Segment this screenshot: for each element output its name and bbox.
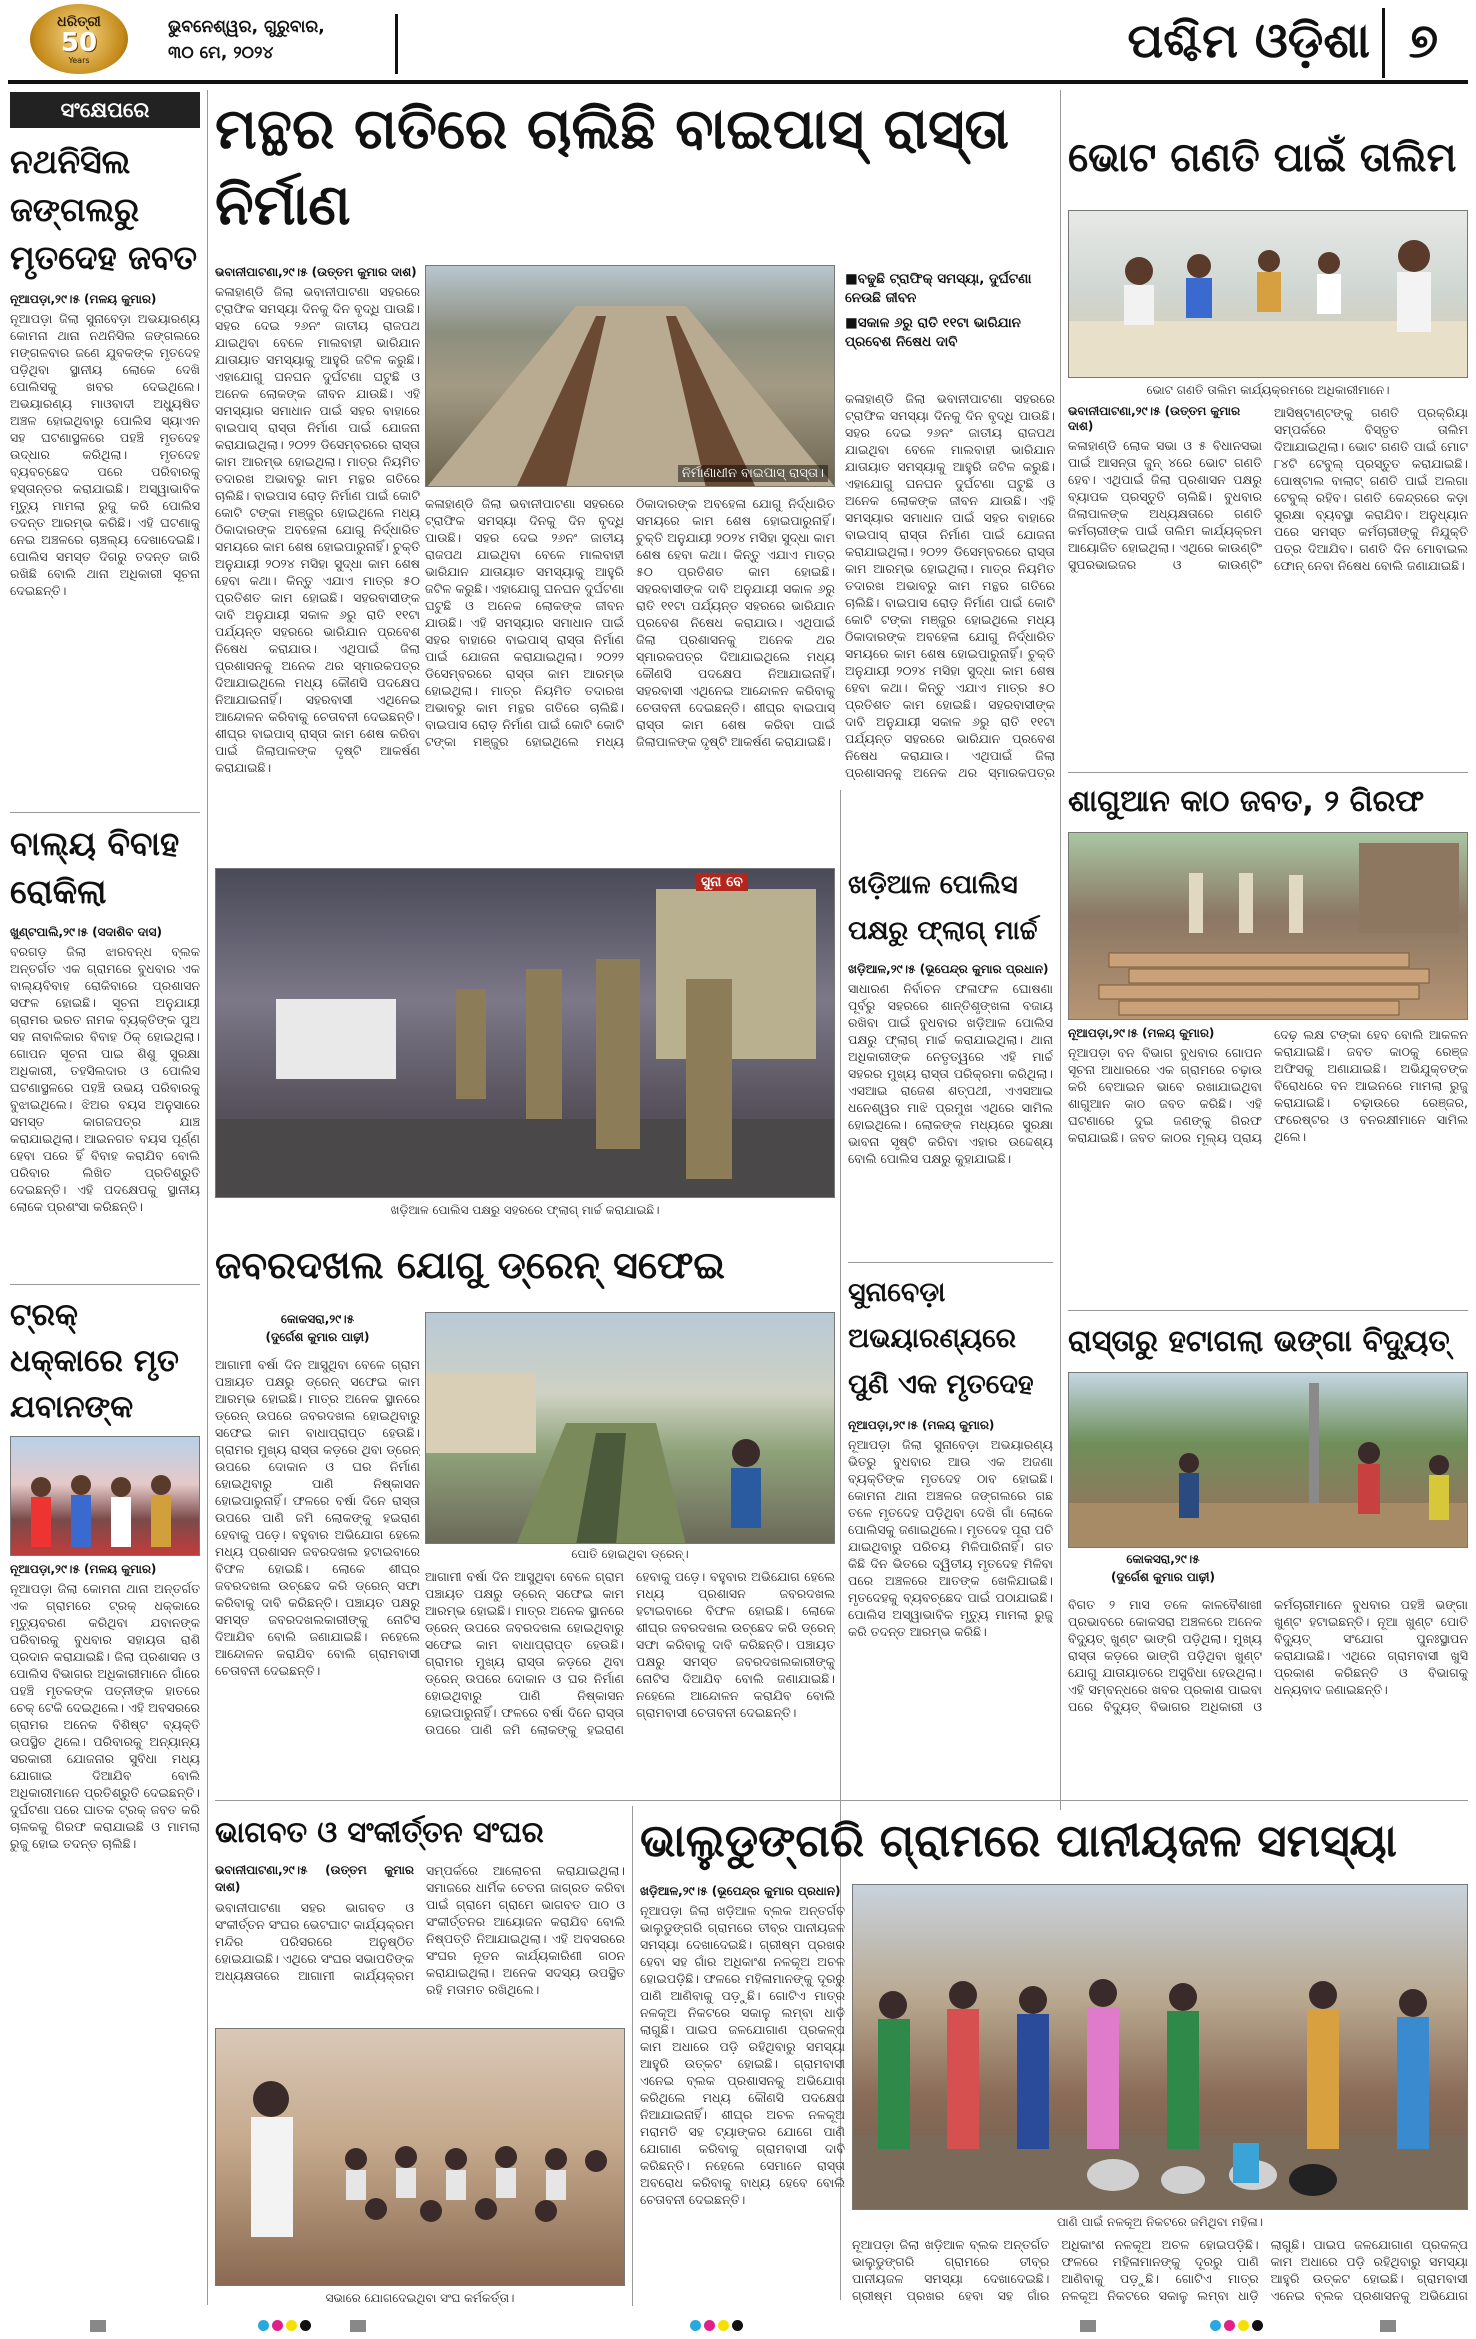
- pole-illustration: [1069, 1373, 1468, 1548]
- training-illustration: [1069, 211, 1468, 378]
- teak-body-text: ନୂଆପଡ଼ା ବନ ବିଭାଗ ବୁଧବାର ଗୋପନ ସୂଚନା ଆଧାରରେ ଏକ ଗ୍ରାମରେ ଚଢ଼ାଉ କରି ବେଆଇନ ଭାବେ ରଖାଯାଇଥିବା ଶାଗୁଆନ କାଠ ଜବତ କରିଛି। ଏହି ଘଟଣାରେ ଦୁଇ ଜଣଙ୍କୁ ଗିରଫ କରାଯାଇଛି। ଜବତ କାଠର ମୂଲ୍ୟ ପ୍ରାୟ ଦେଢ଼ ଲକ୍ଷ ଟଙ୍କା ହେବ ବୋଲି ଆକଳନ କରାଯାଇଛି। ଜବତ କାଠକୁ ରେଞ୍ଜ ଅଫିସକୁ ଅଣାଯାଇଛି। ଅଭିଯୁକ୍ତଙ୍କ ବିରୋଧରେ ବନ ଆଇନରେ ମାମଲା ରୁଜୁ କରାଯାଇଛି। ଚଢ଼ାଉରେ ରେଞ୍ଜର, ଫରେଷ୍ଟର ଓ ବନରକ୍ଷୀମାନେ ସାମିଲ ଥିଲେ।: [1068, 1027, 1468, 1145]
- section-title: ପଶ୍ଚିମ ଓଡ଼ିଶା: [1127, 13, 1370, 69]
- teak-photo: [1068, 832, 1468, 1020]
- vote-caption: ଭୋଟ ଗଣତି ତାଲିମ କାର୍ଯ୍ୟକ୍ରମରେ ଅଧିକାରୀମାନେ।: [1146, 383, 1390, 397]
- print-mark: [350, 2320, 366, 2332]
- logo-number: 50: [60, 27, 98, 58]
- magenta-dot: [272, 2320, 283, 2331]
- police-dateline: ଖଡ଼ିଆଳ,୨୯।୫ (ଭୂପେନ୍ଦ୍ର କୁମାର ପ୍ରଧାନ): [848, 962, 1049, 976]
- brief-1-headline: ନଥନିସିଲ ଜଙ୍ଗଲରୁ ମୃତଦେହ ଜବତ: [10, 142, 198, 277]
- police-body-text: ସାଧାରଣ ନିର୍ବାଚନ ଫଳାଫଳ ଘୋଷଣା ପୂର୍ବରୁ ସହରରେ ଶାନ୍ତିଶୃଙ୍ଖଳା ବଜାୟ ରଖିବା ପାଇଁ ବୁଧବାର ଖଡ଼ିଆଳ ପୋଲିସ ପକ୍ଷରୁ ଫ୍ଲାଗ୍ ମାର୍ଚ୍ଚ କରାଯାଇଥିଲା। ଥାନା ଅଧିକାରୀଙ୍କ ନେତୃତ୍ୱରେ ଏହି ମାର୍ଚ୍ଚ ସହରର ମୁଖ୍ୟ ରାସ୍ତା ପରିକ୍ରମା କରିଥିଲା। ଏସଆଇ ରାଜେଶ ଶତ୍ପଥୀ, ଏଏସଆଇ ଧନେଶ୍ୱର ମାଝି ପ୍ରମୁଖ ଏଥିରେ ସାମିଲ ହୋଇଥିଲେ। ଲୋକଙ୍କ ମଧ୍ୟରେ ସୁରକ୍ଷା ଭାବନା ସୃଷ୍ଟି କରିବା ଏହାର ଉଦ୍ଦେଶ୍ୟ ବୋଲି ପୋଲିସ ପକ୍ଷରୁ କୁହାଯାଇଛି।: [848, 981, 1053, 1166]
- yellow-dot: [286, 2320, 297, 2331]
- column-rule: [1060, 90, 1061, 1330]
- brief-2-headline: ବାଲ୍ୟ ବିବାହ ରୋକିଲା: [10, 824, 180, 911]
- logo-name: ଧରିତ୍ରୀ: [57, 13, 101, 30]
- bypass-body-cont-2: କଳାହାଣ୍ଡି ଜିଲା ଭବାନୀପାଟଣା ସହରରେ ଟ୍ରାଫିକ ସମସ୍ୟା ଦିନକୁ ଦିନ ବୃଦ୍ଧି ପାଉଛି। ସହର ଦେଇ ୨୬ନଂ ଜାତୀୟ ରାଜପଥ ଯାଇଥିବା ବେଳେ ମାଲବାହୀ ଭାରିଯାନ ଯାତାୟାତ ସମସ୍ୟାକୁ ଆହୁରି ଜଟିଳ କରୁଛି। ଏହାଯୋଗୁ ଘନଘନ ଦୁର୍ଘଟଣା ଘଟୁଛି ଓ ଅନେକ ଲୋକଙ୍କ ଜୀବନ ଯାଉଛି। ଏହି ସମସ୍ୟାର ସମାଧାନ ପାଇଁ ସହର ବାହାରେ ବାଇପାସ୍ ରାସ୍ତା ନିର୍ମାଣ ପାଇଁ ଯୋଜନା କରାଯାଇଥିଲା। ୨୦୨୨ ଡିସେମ୍ବରରେ ରାସ୍ତା କାମ ଆରମ୍ଭ ହୋଇଥିଲା। ମାତ୍ର ନିୟମିତ ତଦାରଖ ଅଭାବରୁ କାମ ମନ୍ଥର ଗତିରେ ଚାଲିଛି। ବାଇପାସ ରୋଡ଼ ନିର୍ମାଣ ପାଇଁ କୋଟି କୋଟି ଟଙ୍କା ମଞ୍ଜୁର ହୋଇଥିଲେ ମଧ୍ୟ ଠିକାଦାରଙ୍କ ଅବହେଳା ଯୋଗୁ ନିର୍ଦ୍ଧାରିତ ସମୟରେ କାମ ଶେଷ ହୋଇପାରୁନାହିଁ। ଚୁକ୍ତି ଅନୁଯାୟୀ ୨୦୨୪ ମସିହା ସୁଦ୍ଧା କାମ ଶେଷ ହେବା କଥା। କିନ୍ତୁ ଏଯାଏ ମାତ୍ର ୫୦ ପ୍ରତିଶତ କାମ ହୋଇଛି। ସହରବାସୀଙ୍କ ଦାବି ଅନୁଯାୟୀ ସକାଳ ୬ରୁ ରାତି ୧୧ଟା ପର୍ଯ୍ୟନ୍ତ ସହରରେ ଭାରିଯାନ ପ୍ରବେଶ ନିଷେଧ କରାଯାଉ। ଏଥିପାଇଁ ଜିଲା ପ୍ରଶାସନକୁ ଅନେକ ଥର ସ୍ମାରକପତ୍ର: [845, 391, 1055, 780]
- divider: [1068, 772, 1468, 773]
- black-dot: [300, 2320, 311, 2331]
- water-body-cont: ନୂଆପଡ଼ା ଜିଲା ଖଡ଼ିଆଳ ବ୍ଲକ ଅନ୍ତର୍ଗତ ଭାଲୁଡୁଙ୍ଗରି ଗ୍ରାମରେ ତୀବ୍ର ପାନୀୟଜଳ ସମସ୍ୟା ଦେଖାଦେଇଛି। ଗ୍ରୀଷ୍ମ ପ୍ରଖର ହେବା ସହ ଗାଁର ଅଧିକାଂଶ ନଳକୂଅ ଅଚଳ ହୋଇପଡ଼ିଛି। ଫଳରେ ମହିଳାମାନଙ୍କୁ ଦୂରରୁ ପାଣି ଆଣିବାକୁ ପଡ଼ୁଛି। ଗୋଟିଏ ମାତ୍ର ନଳକୂଅ ନିକଟରେ ସକାଳୁ ଲମ୍ବା ଧାଡ଼ି ଲାଗୁଛି। ପାଇପ ଜଳଯୋଗାଣ ପ୍ରକଳ୍ପ କାମ ଅଧାରେ ପଡ଼ି ରହିଥିବାରୁ ସମସ୍ୟା ଆହୁରି ଉତ୍କଟ ହୋଇଛି। ଗ୍ରାମବାସୀ ଏନେଇ ବ୍ଲକ ପ୍ରଶାସନକୁ ଅଭିଯୋଗ: [852, 2237, 1468, 2303]
- bhagabata-photo: [215, 2028, 625, 2286]
- logo-years: Years: [68, 55, 90, 65]
- brief-3: [10, 1562, 200, 2312]
- train-headline: ଜବରଦଖଲ ଯୋଗୁ ଡ୍ରେନ୍ ସଫେଇ: [215, 1243, 725, 1287]
- teak-body: [1068, 1026, 1468, 1306]
- brief-2-body: ବରଗଡ଼ ଜିଲା ଝାରବନ୍ଧ ବ୍ଲକ ଅନ୍ତର୍ଗତ ଏକ ଗ୍ରାମରେ ବୁଧବାର ଏକ ବାଲ୍ୟବିବାହ ରୋକିବାରେ ପ୍ରଶାସନ ସଫଳ ହୋଇଛି। ସୂଚନା ଅନୁଯାୟୀ ଗ୍ରାମର ଭରତ ନାମକ ବ୍ୟକ୍ତିଙ୍କ ପୁଅ ସହ ନାବାଳିକାର ବିବାହ ଠିକ୍ ହୋଇଥିଲା। ଗୋପନ ସୂଚନା ପାଇ ଶିଶୁ ସୁରକ୍ଷା ଅଧିକାରୀ, ତହସିଲଦାର ଓ ପୋଲିସ ଘଟଣାସ୍ଥଳରେ ପହଞ୍ଚି ଉଭୟ ପରିବାରକୁ ବୁଝାଇଥିଲେ। ଝିଅର ବୟସ ଅନୁସାରେ ସମସ୍ତ କାଗଜପତ୍ର ଯାଞ୍ଚ କରାଯାଇଥିଲା। ଆଇନଗତ ବୟସ ପୂର୍ଣ୍ଣ ହେବା ପରେ ହିଁ ବିବାହ କରାଯିବ ବୋଲି ପରିବାର ଲିଖିତ ପ୍ରତିଶ୍ରୁତି ଦେଇଛନ୍ତି। ଏହି ପଦକ୍ଷେପକୁ ସ୍ଥାନୀୟ ଲୋକେ ପ୍ରଶଂସା କରିଛନ୍ତି।: [10, 944, 200, 1214]
- briefs-label: ସଂକ୍ଷେପରେ: [10, 92, 200, 128]
- black-dot: [732, 2320, 743, 2331]
- police-caption: ଖଡ଼ିଆଳ ପୋଲିସ ପକ୍ଷରୁ ସହରରେ ଫ୍ଲାଗ୍ ମାର୍ଚ୍ଚ କରାଯାଇଛି।: [390, 1203, 660, 1217]
- people-illustration: [11, 1437, 200, 1556]
- issue-date: [168, 14, 398, 74]
- newspaper-logo: [30, 4, 128, 74]
- flag-march-illustration: [216, 869, 835, 1198]
- date-line-1: ଭୁବନେଶ୍ୱର, ଗୁରୁବାର,: [168, 17, 325, 37]
- train-photo: [425, 1312, 835, 1544]
- shop-sign: ସୁନା ବେ: [696, 873, 748, 891]
- pole-byline: (ଦୁର୍ଗେଶ କୁମାର ପାଢ଼ୀ): [1110, 1570, 1216, 1584]
- brief-3-headline: ଟ୍ରକ୍ ଧକ୍କାରେ ମୃତ ଯବାନଙ୍କ: [10, 1297, 179, 1425]
- water-caption: ପାଣି ପାଇଁ ନଳକୂଅ ନିକଟରେ ଜମିଥିବା ମହିଳା।: [1056, 2215, 1264, 2229]
- water-dateline: ଖଡ଼ିଆଳ,୨୯।୫ (ଭୂପେନ୍ଦ୍ର କୁମାର ପ୍ରଧାନ): [640, 1884, 841, 1898]
- meeting-illustration: [216, 2029, 625, 2286]
- brief-1-dateline: ନୂଆପଡ଼ା,୨୯।୫ (ମଳୟ କୁମାର): [10, 292, 157, 306]
- bhagabata-body: [215, 1862, 625, 2022]
- water-headline: ଭାଲୁଡୁଙ୍ଗରି ଗ୍ରାମରେ ପାନୀୟଜଳ ସମସ୍ୟା: [640, 1814, 1397, 1867]
- cyan-dot: [690, 2320, 701, 2331]
- pole-body: ବିଗତ ୨ ମାସ ତଳେ କାଳବୈଶାଖୀ ପ୍ରଭାବରେ କୋକସରା ଅଞ୍ଚଳରେ ଅନେକ ବିଦ୍ୟୁତ୍ ଖୁଣ୍ଟ ଭାଙ୍ଗି ପଡ଼ିଥିଲା। ମୁଖ୍ୟ ରାସ୍ତା କଡ଼ରେ ଭାଙ୍ଗି ପଡ଼ିଥିବା ଖୁଣ୍ଟ ଯୋଗୁ ଯାତାୟାତରେ ଅସୁବିଧା ହେଉଥିଲା। ଏହି ସମ୍ବନ୍ଧରେ ଖବର ପ୍ରକାଶ ପାଇବା ପରେ ବିଦ୍ୟୁତ୍ ବିଭାଗର ଅଧିକାରୀ ଓ କର୍ମଚାରୀମାନେ ବୁଧବାର ପହଞ୍ଚି ଭଙ୍ଗା ଖୁଣ୍ଟ ହଟାଇଛନ୍ତି। ନୂଆ ଖୁଣ୍ଟ ପୋତି ବିଦ୍ୟୁତ୍ ସଂଯୋଗ ପୁନଃସ୍ଥାପନ କରାଯାଇଛି। ଏଥିରେ ଗ୍ରାମବାସୀ ଖୁସି ପ୍ରକାଶ କରିଛନ୍ତି ଓ ବିଭାଗକୁ ଧନ୍ୟବାଦ ଜଣାଇଛନ୍ତି।: [1068, 1597, 1468, 1714]
- brief-3-dateline: ନୂଆପଡ଼ା,୨୯।୫ (ମଳୟ କୁମାର): [10, 1562, 157, 1576]
- bhagabata-caption: ସଭାରେ ଯୋଗଦେଇଥିବା ସଂଘ କର୍ମକର୍ତ୍ତା।: [325, 2291, 515, 2305]
- water-body: [640, 1884, 845, 2306]
- police-photo: [215, 868, 835, 1198]
- brief-2: [10, 925, 200, 1280]
- vote-body: [1068, 404, 1468, 769]
- police-headline: ଖଡ଼ିଆଳ ପୋଲିସ ପକ୍ଷରୁ ଫ୍ଲାଗ୍ ମାର୍ଚ୍ଚ: [848, 870, 1038, 946]
- yellow-dot: [1238, 2320, 1249, 2331]
- brief-2-dateline: ଖୁଣ୍ଟପାଲି,୨୯।୫ (ସଦାଶିବ ଦାସ): [10, 925, 162, 939]
- bypass-body: କଳାହାଣ୍ଡି ଜିଲା ଭବାନୀପାଟଣା ସହରରେ ଟ୍ରାଫିକ ସମସ୍ୟା ଦିନକୁ ଦିନ ବୃଦ୍ଧି ପାଉଛି। ସହର ଦେଇ ୨୬ନଂ ଜାତୀୟ ରାଜପଥ ଯାଇଥିବା ବେଳେ ମାଲବାହୀ ଭାରିଯାନ ଯାତାୟାତ ସମସ୍ୟାକୁ ଆହୁରି ଜଟିଳ କରୁଛି। ଏହାଯୋଗୁ ଘନଘନ ଦୁର୍ଘଟଣା ଘଟୁଛି ଓ ଅନେକ ଲୋକଙ୍କ ଜୀବନ ଯାଉଛି। ଏହି ସମସ୍ୟାର ସମାଧାନ ପାଇଁ ସହର ବାହାରେ ବାଇପାସ୍ ରାସ୍ତା ନିର୍ମାଣ ପାଇଁ ଯୋଜନା କରାଯାଇଥିଲା। ୨୦୨୨ ଡିସେମ୍ବରରେ ରାସ୍ତା କାମ ଆରମ୍ଭ ହୋଇଥିଲା। ମାତ୍ର ନିୟମିତ ତଦାରଖ ଅଭାବରୁ କାମ ମନ୍ଥର ଗତିରେ ଚାଲିଛି। ବାଇପାସ ରୋଡ଼ ନିର୍ମାଣ ପାଇଁ କୋଟି କୋଟି ଟଙ୍କା ମଞ୍ଜୁର ହୋଇଥିଲେ ମଧ୍ୟ ଠିକାଦାରଙ୍କ ଅବହେଳା ଯୋଗୁ ନିର୍ଦ୍ଧାରିତ ସମୟରେ କାମ ଶେଷ ହୋଇପାରୁନାହିଁ। ଚୁକ୍ତି ଅନୁଯାୟୀ ୨୦୨୪ ମସିହା ସୁଦ୍ଧା କାମ ଶେଷ ହେବା କଥା। କିନ୍ତୁ ଏଯାଏ ମାତ୍ର ୫୦ ପ୍ରତିଶତ କାମ ହୋଇଛି। ସହରବାସୀଙ୍କ ଦାବି ଅନୁଯାୟୀ ସକାଳ ୬ରୁ ରାତି ୧୧ଟା ପର୍ଯ୍ୟନ୍ତ ସହରରେ ଭାରିଯାନ ପ୍ରବେଶ ନିଷେଧ କରାଯାଉ। ଏଥିପାଇଁ ଜିଲା ପ୍ରଶାସନକୁ ଅନେକ ଥର ସ୍ମାରକପତ୍ର ଦିଆଯାଇଥିଲେ ମଧ୍ୟ କୌଣସି ପଦକ୍ଷେପ ନିଆଯାଇନାହିଁ। ସହରବାସୀ ଏଥିନେଇ ଆନ୍ଦୋଳନ କରିବାକୁ ଚେତାବନୀ ଦେଇଛନ୍ତି। ଶୀଘ୍ର ବାଇପାସ୍ ରାସ୍ତା କାମ ଶେଷ କରିବା ପାଇଁ ଜିଲାପାଳଙ୍କ ଦୃଷ୍ଟି ଆକର୍ଷଣ କରାଯାଇଛି।: [215, 284, 420, 775]
- pole-headline: ରାସ୍ତାରୁ ହଟାଗଲା ଭଙ୍ଗା ବିଦ୍ୟୁତ୍: [1068, 1324, 1450, 1359]
- divider: [215, 1800, 1468, 1801]
- print-mark: [90, 2320, 106, 2332]
- bypass-highlights: [845, 270, 1055, 380]
- teak-dateline: ନୂଆପଡ଼ା,୨୯।୫ (ମଳୟ କୁମାର): [1068, 1026, 1215, 1040]
- sunabeda-body-text: ନୂଆପଡ଼ା ଜିଲା ସୁନାବେଡ଼ା ଅଭୟାରଣ୍ୟ ଭିତରୁ ବୁଧବାର ଆଉ ଏକ ଅଜଣା ବ୍ୟକ୍ତିଙ୍କ ମୃତଦେହ ଠାବ ହୋଇଛି। କୋମନା ଥାନା ଅଞ୍ଚଳର ଜଙ୍ଗଲରେ ଗଛ ତଳେ ମୃତଦେହ ପଡ଼ିଥିବା ଦେଖି ଗାଁ ଲୋକେ ପୋଲିସକୁ ଜଣାଇଥିଲେ। ମୃତଦେହ ପୂରା ପଚି ଯାଇଥିବାରୁ ପରିଚୟ ମିଳିପାରିନାହିଁ। ଗତ କିଛି ଦିନ ଭିତରେ ଦ୍ୱିତୀୟ ମୃତଦେହ ମିଳିବା ପରେ ଅଞ୍ଚଳରେ ଆତଙ୍କ ଖେଳିଯାଇଛି। ମୃତଦେହକୁ ବ୍ୟବଚ୍ଛେଦ ପାଇଁ ପଠାଯାଇଛି। ପୋଲିସ ଅସ୍ୱାଭାବିକ ମୃତ୍ୟୁ ମାମଲା ରୁଜୁ କରି ତଦନ୍ତ ଆରମ୍ଭ କରିଛି।: [848, 1437, 1053, 1639]
- brief-3-photo: [10, 1436, 200, 1556]
- bhagabata-headline: ଭାଗବତ ଓ ସଂକୀର୍ତ୍ତନ ସଂଘର: [215, 1815, 544, 1849]
- bhagabata-dateline: ଭବାନୀପାଟଣା,୨୯।୫ (ଉତ୍ତମ କୁମାର ଦାଶ): [215, 1863, 414, 1894]
- teak-headline: ଶାଗୁଆନ କାଠ ଜବତ, ୨ ଗିରଫ: [1068, 784, 1425, 819]
- brief-3-body: ନୂଆପଡ଼ା ଜିଲା କୋମନା ଥାନା ଅନ୍ତର୍ଗତ ଏକ ଗ୍ରାମରେ ଟ୍ରକ୍ ଧକ୍କାରେ ମୃତ୍ୟୁବରଣ କରିଥିବା ଯବାନଙ୍କ ପରିବାରକୁ ବୁଧବାର ସହାୟତା ରାଶି ପ୍ରଦାନ କରାଯାଇଛି। ଜିଲା ପ୍ରଶାସନ ଓ ପୋଲିସ ବିଭାଗର ଅଧିକାରୀମାନେ ଗାଁରେ ପହଞ୍ଚି ମୃତକଙ୍କ ପତ୍ନୀଙ୍କ ହାତରେ ଚେକ୍ ଟେକି ଦେଇଥିଲେ। ଏହି ଅବସରରେ ଗ୍ରାମର ଅନେକ ବିଶିଷ୍ଟ ବ୍ୟକ୍ତି ଉପସ୍ଥିତ ଥିଲେ। ପରିବାରକୁ ଅନ୍ୟାନ୍ୟ ସରକାରୀ ଯୋଜନାର ସୁବିଧା ମଧ୍ୟ ଯୋଗାଇ ଦିଆଯିବ ବୋଲି ଅଧିକାରୀମାନେ ପ୍ରତିଶ୍ରୁତି ଦେଇଛନ୍ତି। ଦୁର୍ଘଟଣା ପରେ ଘାତକ ଟ୍ରକ୍ ଜବତ କରି ଚାଳକକୁ ଗିରଫ କରାଯାଇଛି ଓ ମାମଲା ରୁଜୁ ହୋଇ ତଦନ୍ତ ଚାଲିଛି।: [10, 1581, 200, 1851]
- pole-photo: [1068, 1372, 1468, 1548]
- train-dateline: କୋକସରା,୨୯।୫: [280, 1312, 355, 1326]
- magenta-dot: [1224, 2320, 1235, 2331]
- masthead-rule: [8, 80, 1468, 84]
- logs-illustration: [1069, 833, 1468, 1020]
- road-illustration: [426, 266, 835, 487]
- brief-1: [10, 292, 200, 810]
- pole-dateline: କୋକସରା,୨୯।୫: [1126, 1552, 1200, 1566]
- pole-dateline-box: [1068, 1552, 1258, 1592]
- water-queue-illustration: [853, 1885, 1468, 2210]
- magenta-dot: [704, 2320, 715, 2331]
- bhagabata-body-text: ଭବାନୀପାଟଣା ସହର ଭାଗବତ ଓ ସଂକୀର୍ତ୍ତନ ସଂଘର ଭେଟଘାଟ କାର୍ଯ୍ୟକ୍ରମ ମନ୍ଦିର ପରିସରରେ ଅନୁଷ୍ଠିତ ହୋଇଯାଇଛି। ଏଥିରେ ସଂଘର ସଭାପତିଙ୍କ ଅଧ୍ୟକ୍ଷତାରେ ଆଗାମୀ କାର୍ଯ୍ୟକ୍ରମ ସମ୍ପର୍କରେ ଆଲୋଚନା କରାଯାଇଥିଲା। ସମାଜରେ ଧାର୍ମିକ ଚେତନା ଜାଗ୍ରତ କରିବା ପାଇଁ ଗ୍ରାମେ ଗ୍ରାମେ ଭାଗବତ ପାଠ ଓ ସଂକୀର୍ତ୍ତନର ଆୟୋଜନ କରାଯିବ ବୋଲି ନିଷ୍ପତ୍ତି ନିଆଯାଇଥିଲା। ଏହି ଅବସରରେ ସଂଘର ନୂତନ କାର୍ଯ୍ୟକାରିଣୀ ଗଠନ କରାଯାଇଥିଲା। ଅନେକ ସଦସ୍ୟ ଉପସ୍ଥିତ ରହି ମତାମତ ରଖିଥିଲେ।: [215, 1863, 625, 1997]
- column-rule: [207, 90, 208, 2305]
- bypass-headline: ମନ୍ଥର ଗତିରେ ଚାଲିଛି ବାଇପାସ୍ ରାସ୍ତା ନିର୍ମାଣ: [215, 97, 1010, 238]
- water-body-text: ନୂଆପଡ଼ା ଜିଲା ଖଡ଼ିଆଳ ବ୍ଲକ ଅନ୍ତର୍ଗତ ଭାଲୁଡୁଙ୍ଗରି ଗ୍ରାମରେ ତୀବ୍ର ପାନୀୟଜଳ ସମସ୍ୟା ଦେଖାଦେଇଛି। ଗ୍ରୀଷ୍ମ ପ୍ରଖର ହେବା ସହ ଗାଁର ଅଧିକାଂଶ ନଳକୂଅ ଅଚଳ ହୋଇପଡ଼ିଛି। ଫଳରେ ମହିଳାମାନଙ୍କୁ ଦୂରରୁ ପାଣି ଆଣିବାକୁ ପଡ଼ୁଛି। ଗୋଟିଏ ମାତ୍ର ନଳକୂଅ ନିକଟରେ ସକାଳୁ ଲମ୍ବା ଧାଡ଼ି ଲାଗୁଛି। ପାଇପ ଜଳଯୋଗାଣ ପ୍ରକଳ୍ପ କାମ ଅଧାରେ ପଡ଼ି ରହିଥିବାରୁ ସମସ୍ୟା ଆହୁରି ଉତ୍କଟ ହୋଇଛି। ଗ୍ରାମବାସୀ ଏନେଇ ବ୍ଲକ ପ୍ରଶାସନକୁ ଅଭିଯୋଗ କରିଥିଲେ ମଧ୍ୟ କୌଣସି ପଦକ୍ଷେପ ନିଆଯାଇନାହିଁ। ଶୀଘ୍ର ଅଚଳ ନଳକୂଅ ମରାମତି ସହ ଟ୍ୟାଙ୍କର ଯୋଗେ ପାଣି ଯୋଗାଣ କରିବାକୁ ଗ୍ରାମବାସୀ ଦାବି କରିଛନ୍ତି। ନହେଲେ ସେମାନେ ରାସ୍ତା ଅବରୋଧ କରିବାକୁ ବାଧ୍ୟ ହେବେ ବୋଲି ଚେତାବନୀ ଦେଇଛନ୍ତି।: [640, 1903, 845, 2207]
- divider: [10, 812, 200, 813]
- cyan-dot: [258, 2320, 269, 2331]
- train-byline: (ଦୁର୍ଗେଶ କୁମାର ପାଢ଼ୀ): [265, 1330, 370, 1344]
- print-mark: [1380, 2320, 1396, 2332]
- bypass-body-cont: କଳାହାଣ୍ଡି ଜିଲା ଭବାନୀପାଟଣା ସହରରେ ଟ୍ରାଫିକ ସମସ୍ୟା ଦିନକୁ ଦିନ ବୃଦ୍ଧି ପାଉଛି। ସହର ଦେଇ ୨୬ନଂ ଜାତୀୟ ରାଜପଥ ଯାଇଥିବା ବେଳେ ମାଲବାହୀ ଭାରିଯାନ ଯାତାୟାତ ସମସ୍ୟାକୁ ଆହୁରି ଜଟିଳ କରୁଛି। ଏହାଯୋଗୁ ଘନଘନ ଦୁର୍ଘଟଣା ଘଟୁଛି ଓ ଅନେକ ଲୋକଙ୍କ ଜୀବନ ଯାଉଛି। ଏହି ସମସ୍ୟାର ସମାଧାନ ପାଇଁ ସହର ବାହାରେ ବାଇପାସ୍ ରାସ୍ତା ନିର୍ମାଣ ପାଇଁ ଯୋଜନା କରାଯାଇଥିଲା। ୨୦୨୨ ଡିସେମ୍ବରରେ ରାସ୍ତା କାମ ଆରମ୍ଭ ହୋଇଥିଲା। ମାତ୍ର ନିୟମିତ ତଦାରଖ ଅଭାବରୁ କାମ ମନ୍ଥର ଗତିରେ ଚାଲିଛି। ବାଇପାସ ରୋଡ଼ ନିର୍ମାଣ ପାଇଁ କୋଟି କୋଟି ଟଙ୍କା ମଞ୍ଜୁର ହୋଇଥିଲେ ମଧ୍ୟ ଠିକାଦାରଙ୍କ ଅବହେଳା ଯୋଗୁ ନିର୍ଦ୍ଧାରିତ ସମୟରେ କାମ ଶେଷ ହୋଇପାରୁନାହିଁ। ଚୁକ୍ତି ଅନୁଯାୟୀ ୨୦୨୪ ମସିହା ସୁଦ୍ଧା କାମ ଶେଷ ହେବା କଥା। କିନ୍ତୁ ଏଯାଏ ମାତ୍ର ୫୦ ପ୍ରତିଶତ କାମ ହୋଇଛି। ସହରବାସୀଙ୍କ ଦାବି ଅନୁଯାୟୀ ସକାଳ ୬ରୁ ରାତି ୧୧ଟା ପର୍ଯ୍ୟନ୍ତ ସହରରେ ଭାରିଯାନ ପ୍ରବେଶ ନିଷେଧ କରାଯାଉ। ଏଥିପାଇଁ ଜିଲା ପ୍ରଶାସନକୁ ଅନେକ ଥର ସ୍ମାରକପତ୍ର ଦିଆଯାଇଥିଲେ ମଧ୍ୟ କୌଣସି ପଦକ୍ଷେପ ନିଆଯାଇନାହିଁ। ସହରବାସୀ ଏଥିନେଇ ଆନ୍ଦୋଳନ କରିବାକୁ ଚେତାବନୀ ଦେଇଛନ୍ତି। ଶୀଘ୍ର ବାଇପାସ୍ ରାସ୍ତା କାମ ଶେଷ କରିବା ପାଇଁ ଜିଲାପାଳଙ୍କ ଦୃଷ୍ଟି ଆକର୍ଷଣ କରାଯାଇଛି।: [425, 496, 835, 749]
- bypass-dateline: ଭବାନୀପାଟଣା,୨୯।୫ (ଉତ୍ତମ କୁମାର ଦାଶ): [215, 265, 417, 279]
- print-marks: [0, 2318, 1476, 2334]
- sunabeda-body: [848, 1418, 1053, 1793]
- police-body: [848, 962, 1053, 1250]
- vote-body-text: କଳାହାଣ୍ଡି ଲୋକ ସଭା ଓ ୫ ବିଧାନସଭା ପାଇଁ ଆସନ୍ତା ଜୁନ୍ ୪ରେ ଭୋଟ ଗଣତି ହେବ। ଏଥିପାଇଁ ଜିଲା ପ୍ରଶାସନ ପକ୍ଷରୁ ବ୍ୟାପକ ପ୍ରସ୍ତୁତି ଚାଲିଛି। ବୁଧବାର ଜିଲାପାଳଙ୍କ ଅଧ୍ୟକ୍ଷତାରେ ଗଣତି କର୍ମଚାରୀଙ୍କ ପାଇଁ ତାଲିମ କାର୍ଯ୍ୟକ୍ରମ ଆୟୋଜିତ ହୋଇଥିଲା। ଏଥିରେ କାଉଣ୍ଟିଂ ସୁପରଭାଇଜର ଓ କାଉଣ୍ଟିଂ ଆସିଷ୍ଟାଣ୍ଟଙ୍କୁ ଗଣତି ପ୍ରକ୍ରିୟା ସମ୍ପର୍କରେ ବିସ୍ତୃତ ତାଲିମ ଦିଆଯାଇଥିଲା। ଭୋଟ ଗଣତି ପାଇଁ ମୋଟ ୮୪ଟି ଟେବୁଲ୍ ପ୍ରସ୍ତୁତ କରାଯାଇଛି। ପୋଷ୍ଟାଲ ବାଲାଟ୍ ଗଣତି ପାଇଁ ଅଲଗା ଟେବୁଲ୍ ରହିବ। ଗଣତି କେନ୍ଦ୍ରରେ କଡ଼ା ସୁରକ୍ଷା ବ୍ୟବସ୍ଥା କରାଯିବ। ଅନୁଧ୍ୟାନ ପରେ ସମସ୍ତ କର୍ମଚାରୀଙ୍କୁ ନିଯୁକ୍ତି ପତ୍ର ଦିଆଯିବ। ଗଣତି ଦିନ ମୋବାଇଲ ଫୋନ୍ ନେବା ନିଷେଧ ବୋଲି ଜଣାଯାଇଛି।: [1068, 405, 1468, 573]
- vote-headline: ଭୋଟ ଗଣତି ପାଇଁ ତାଲିମ: [1068, 135, 1457, 181]
- print-mark: [1080, 2320, 1096, 2332]
- yellow-dot: [718, 2320, 729, 2331]
- vote-photo: [1068, 210, 1468, 378]
- date-line-2: ୩୦ ମେ, ୨୦୨୪: [168, 43, 274, 63]
- bypass-bullet-2: ■ ସକାଳ ୬ରୁ ରାତି ୧୧ଟା ଭାରିଯାନ ପ୍ରବେଶ ନିଷେଧ ଦାବି: [845, 314, 1055, 352]
- bypass-bullet-1: ■ ବଢୁଛି ଟ୍ରାଫିକ୍ ସମସ୍ୟା, ଦୁର୍ଘଟଣା ନେଉଛି ଜୀବନ: [845, 270, 1055, 308]
- train-caption: ପୋତି ହୋଇଥିବା ଡ୍ରେନ୍।: [571, 1547, 689, 1561]
- divider: [1068, 1310, 1468, 1311]
- column-rule: [1060, 1310, 1061, 1810]
- cyan-dot: [1210, 2320, 1221, 2331]
- page-number: ୭: [1382, 8, 1462, 78]
- vote-dateline: ଭବାନୀପାଟଣା,୨୯।୫ (ଉତ୍ତମ କୁମାର ଦାଶ): [1068, 404, 1241, 433]
- sunabeda-headline: ସୁନାବେଡ଼ା ଅଭୟାରଣ୍ୟରେ ପୁଣି ଏକ ମୃତଦେହ: [848, 1277, 1034, 1400]
- water-photo: [852, 1884, 1468, 2210]
- train-body: ଆଗାମୀ ବର୍ଷା ଦିନ ଆସୁଥିବା ବେଳେ ଗ୍ରାମ ପଞ୍ଚାୟତ ପକ୍ଷରୁ ଡ୍ରେନ୍ ସଫେଇ କାମ ଆରମ୍ଭ ହୋଇଛି। ମାତ୍ର ଅନେକ ସ୍ଥାନରେ ଡ୍ରେନ୍ ଉପରେ ଜବରଦଖଲ ହୋଇଥିବାରୁ ସଫେଇ କାମ ବାଧାପ୍ରାପ୍ତ ହେଉଛି। ଗ୍ରାମର ମୁଖ୍ୟ ରାସ୍ତା କଡ଼ରେ ଥିବା ଡ୍ରେନ୍ ଉପରେ ଦୋକାନ ଓ ଘର ନିର୍ମାଣ ହୋଇଥିବାରୁ ପାଣି ନିଷ୍କାସନ ହୋଇପାରୁନାହିଁ। ଫଳରେ ବର୍ଷା ଦିନେ ରାସ୍ତା ଉପରେ ପାଣି ଜମି ଲୋକଙ୍କୁ ହଇରାଣ ହେବାକୁ ପଡ଼େ। ବହୁବାର ଅଭିଯୋଗ ହେଲେ ମଧ୍ୟ ପ୍ରଶାସନ ଜବରଦଖଲ ହଟାଇବାରେ ବିଫଳ ହୋଇଛି। ଲୋକେ ଶୀଘ୍ର ଜବରଦଖଲ ଉଚ୍ଛେଦ କରି ଡ୍ରେନ୍ ସଫା କରିବାକୁ ଦାବି କରିଛନ୍ତି। ପଞ୍ଚାୟତ ପକ୍ଷରୁ ସମସ୍ତ ଜବରଦଖଲକାରୀଙ୍କୁ ନୋଟିସ ଦିଆଯିବ ବୋଲି ଜଣାଯାଇଛି। ନହେଲେ ଆନ୍ଦୋଳନ କରାଯିବ ବୋଲି ଗ୍ରାମବାସୀ ଚେତାବନୀ ଦେଇଛନ୍ତି।: [215, 1357, 420, 1678]
- drain-illustration: [426, 1313, 835, 1544]
- bypass-photo-label: ନିର୍ମାଣାଧୀନ ବାଇପାସ୍ ରାସ୍ତା।: [678, 465, 828, 482]
- train-body-cont: ଆଗାମୀ ବର୍ଷା ଦିନ ଆସୁଥିବା ବେଳେ ଗ୍ରାମ ପଞ୍ଚାୟତ ପକ୍ଷରୁ ଡ୍ରେନ୍ ସଫେଇ କାମ ଆରମ୍ଭ ହୋଇଛି। ମାତ୍ର ଅନେକ ସ୍ଥାନରେ ଡ୍ରେନ୍ ଉପରେ ଜବରଦଖଲ ହୋଇଥିବାରୁ ସଫେଇ କାମ ବାଧାପ୍ରାପ୍ତ ହେଉଛି। ଗ୍ରାମର ମୁଖ୍ୟ ରାସ୍ତା କଡ଼ରେ ଥିବା ଡ୍ରେନ୍ ଉପରେ ଦୋକାନ ଓ ଘର ନିର୍ମାଣ ହୋଇଥିବାରୁ ପାଣି ନିଷ୍କାସନ ହୋଇପାରୁନାହିଁ। ଫଳରେ ବର୍ଷା ଦିନେ ରାସ୍ତା ଉପରେ ପାଣି ଜମି ଲୋକଙ୍କୁ ହଇରାଣ ହେବାକୁ ପଡ଼େ। ବହୁବାର ଅଭିଯୋଗ ହେଲେ ମଧ୍ୟ ପ୍ରଶାସନ ଜବରଦଖଲ ହଟାଇବାରେ ବିଫଳ ହୋଇଛି। ଲୋକେ ଶୀଘ୍ର ଜବରଦଖଲ ଉଚ୍ଛେଦ କରି ଡ୍ରେନ୍ ସଫା କରିବାକୁ ଦାବି କରିଛନ୍ତି। ପଞ୍ଚାୟତ ପକ୍ଷରୁ ସମସ୍ତ ଜବରଦଖଲକାରୀଙ୍କୁ ନୋଟିସ ଦିଆଯିବ ବୋଲି ଜଣାଯାଇଛି। ନହେଲେ ଆନ୍ଦୋଳନ କରାଯିବ ବୋଲି ଗ୍ରାମବାସୀ ଚେତାବନୀ ଦେଇଛନ୍ତି।: [425, 1569, 835, 1737]
- bypass-photo: [425, 265, 835, 487]
- column-rule: [632, 1806, 633, 2306]
- train-dateline-box: [215, 1312, 420, 1352]
- black-dot: [1252, 2320, 1263, 2331]
- brief-1-body: ନୂଆପଡ଼ା ଜିଲା ସୁନାବେଡ଼ା ଅଭୟାରଣ୍ୟ କୋମନା ଥାନା ନଥନିସିଲ ଜଙ୍ଗଲରେ ମଙ୍ଗଳବାର ଜଣେ ଯୁବକଙ୍କ ମୃତଦେହ ପଡ଼ିଥିବା ସ୍ଥାନୀୟ ଲୋକେ ଦେଖି ପୋଲିସକୁ ଖବର ଦେଇଥିଲେ। ଅଭୟାରଣ୍ୟ ମାଓବାଦୀ ଅଧ୍ୟୁଷିତ ଅଞ୍ଚଳ ହୋଇଥିବାରୁ ପୋଲିସ ସ୍ୟାଏନ ସହ ଘଟଣାସ୍ଥଳରେ ପହଞ୍ଚି ମୃତଦେହ ଉଦ୍ଧାର କରିଥିଲା। ମୃତଦେହ ବ୍ୟବଚ୍ଛେଦ ପରେ ପରିବାରକୁ ହସ୍ତାନ୍ତର କରାଯାଇଛି। ଅସ୍ୱାଭାବିକ ମୃତ୍ୟୁ ମାମଲା ରୁଜୁ କରି ପୋଲିସ ତଦନ୍ତ ଆରମ୍ଭ କରିଛି। ଏହି ଘଟଣାକୁ ନେଇ ଅଞ୍ଚଳରେ ଚାଞ୍ଚଲ୍ୟ ଦେଖାଦେଇଛି। ପୋଲିସ ସମସ୍ତ ଦିଗରୁ ତଦନ୍ତ ଜାରି ରଖିଛି ବୋଲି ଥାନା ଅଧିକାରୀ ସୂଚନା ଦେଇଛନ୍ତି।: [10, 311, 200, 598]
- divider: [10, 1284, 200, 1285]
- divider: [848, 1262, 1053, 1263]
- sunabeda-dateline: ନୂଆପଡ଼ା,୨୯।୫ (ମଳୟ କୁମାର): [848, 1418, 995, 1432]
- bypass-intro: [215, 265, 420, 775]
